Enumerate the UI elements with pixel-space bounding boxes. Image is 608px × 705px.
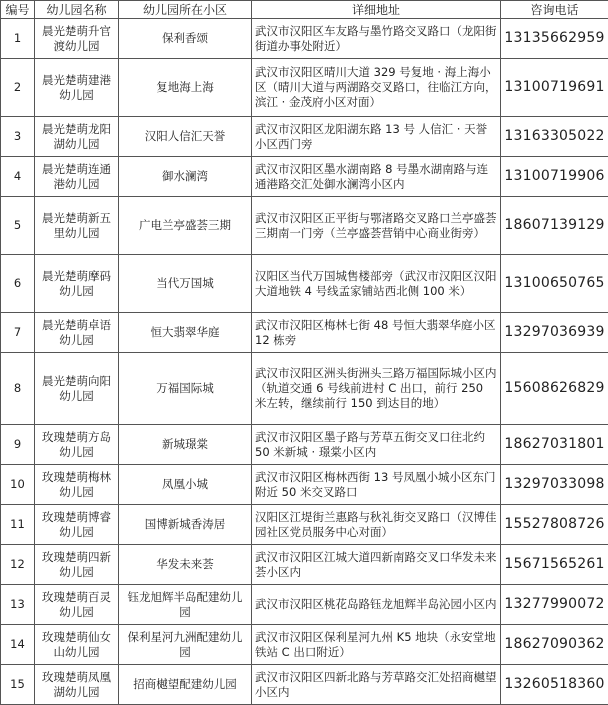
kindergarten-name: 玫瑰楚萌博睿幼儿园 [35, 505, 119, 545]
table-row [1, 59, 608, 117]
kindergarten-name: 晨光楚萌建港幼儿园 [35, 59, 119, 117]
community-name: 保利香颂 [119, 19, 252, 59]
community-name: 国博新城香涛居 [119, 505, 252, 545]
community-name: 广电兰亭盛荟三期 [119, 197, 252, 255]
kindergarten-name: 玫瑰楚萌梅林幼儿园 [35, 465, 119, 505]
kindergarten-name: 玫瑰楚萌仙女山幼儿园 [35, 625, 119, 665]
address: 武汉市汉阳区墨水湖南路 8 号墨水湖南路与连通港路交汇处御水澜湾小区内 [252, 157, 501, 197]
community-name: 新城璟棠 [119, 425, 252, 465]
phone-number: 13100719691 [501, 59, 608, 117]
header-community: 幼儿园所在小区 [119, 1, 252, 19]
address: 汉阳区当代万国城售楼部旁（武汉市汉阳区汉阳大道地铁 4 号线孟家铺站西北侧 100 米） [252, 255, 501, 313]
row-number: 14 [1, 625, 35, 665]
row-number: 4 [1, 157, 35, 197]
community-name: 凤凰小城 [119, 465, 252, 505]
phone-number: 13277990072 [501, 585, 608, 625]
table-row [1, 197, 608, 255]
kindergarten-name: 晨光楚萌龙阳湖幼儿园 [35, 117, 119, 157]
address: 武汉市汉阳区梅林七街 48 号恒大翡翠华庭小区 12 栋旁 [252, 313, 501, 353]
address: 武汉市汉阳区四新北路与芳草路交汇处招商樾望小区内 [252, 665, 501, 705]
table-row [1, 157, 608, 197]
row-number: 15 [1, 665, 35, 705]
header-address: 详细地址 [252, 1, 501, 19]
table-row [1, 313, 608, 353]
address: 武汉市汉阳区保利星河九州 K5 地块（永安堂地铁站 C 出口附近） [252, 625, 501, 665]
row-number: 10 [1, 465, 35, 505]
phone-number: 13135662959 [501, 19, 608, 59]
kindergarten-name: 玫瑰楚萌凤凰湖幼儿园 [35, 665, 119, 705]
header-row [1, 1, 608, 19]
address: 武汉市汉阳区晴川大道 329 号复地 · 海上海小区（晴川大道与两湖路交叉路口，往临江方向，滨江 · 金茂府小区对面） [252, 59, 501, 117]
phone-number: 13260518360 [501, 665, 608, 705]
kindergarten-name: 玫瑰楚萌方岛幼儿园 [35, 425, 119, 465]
address: 汉阳区江堤街兰惠路与秋礼街交叉路口（汉博佳园社区党员服务中心对面） [252, 505, 501, 545]
row-number: 7 [1, 313, 35, 353]
row-number: 3 [1, 117, 35, 157]
phone-number: 15527808726 [501, 505, 608, 545]
community-name: 御水澜湾 [119, 157, 252, 197]
community-name: 当代万国城 [119, 255, 252, 313]
table-row [1, 19, 608, 59]
row-number: 8 [1, 353, 35, 425]
address: 武汉市汉阳区洲头街洲头三路万福国际城小区内（轨道交通 6 号线前进村 C 出口，前行 250 米左转，继续前行 150 到达目的地） [252, 353, 501, 425]
community-name: 汉阳人信汇天誉 [119, 117, 252, 157]
kindergarten-name: 玫瑰楚萌百灵幼儿园 [35, 585, 119, 625]
kindergarten-name: 玫瑰楚萌四新幼儿园 [35, 545, 119, 585]
table-row [1, 465, 608, 505]
phone-number: 15671565261 [501, 545, 608, 585]
row-number: 9 [1, 425, 35, 465]
row-number: 5 [1, 197, 35, 255]
phone-number: 13100650765 [501, 255, 608, 313]
header-no: 编号 [1, 1, 35, 19]
kindergarten-name: 晨光楚萌卓语幼儿园 [35, 313, 119, 353]
row-number: 12 [1, 545, 35, 585]
kindergarten-name: 晨光楚萌连通港幼儿园 [35, 157, 119, 197]
phone-number: 13100719906 [501, 157, 608, 197]
kindergarten-name: 晨光楚萌新五里幼儿园 [35, 197, 119, 255]
phone-number: 18607139129 [501, 197, 608, 255]
kindergarten-name: 晨光楚萌向阳幼儿园 [35, 353, 119, 425]
address: 武汉市汉阳区江城大道四新南路交叉口华发未来荟小区内 [252, 545, 501, 585]
community-name: 华发未来荟 [119, 545, 252, 585]
address: 武汉市汉阳区墨子路与芳草五街交叉口往北约 50 米新城 · 璟棠小区内 [252, 425, 501, 465]
table-row [1, 585, 608, 625]
header-name: 幼儿园名称 [35, 1, 119, 19]
phone-number: 18627031801 [501, 425, 608, 465]
phone-number: 13297036939 [501, 313, 608, 353]
community-name: 万福国际城 [119, 353, 252, 425]
address: 武汉市汉阳区正平街与鄂渚路交叉路口兰亭盛荟三期南一门旁（兰亭盛荟营销中心商业街旁） [252, 197, 501, 255]
header-phone: 咨询电话 [501, 1, 608, 19]
phone-number: 18627090362 [501, 625, 608, 665]
address: 武汉市汉阳区梅林西街 13 号凤凰小城小区东门附近 50 米交叉路口 [252, 465, 501, 505]
community-name: 恒大翡翠华庭 [119, 313, 252, 353]
address: 武汉市汉阳区龙阳湖东路 13 号 人信汇 · 天誉小区西门旁 [252, 117, 501, 157]
kindergarten-name: 晨光楚萌摩码幼儿园 [35, 255, 119, 313]
table-row [1, 545, 608, 585]
phone-number: 13297033098 [501, 465, 608, 505]
community-name: 保利星河九洲配建幼儿园 [119, 625, 252, 665]
address: 武汉市汉阳区车友路与墨竹路交叉路口（龙阳街街道办事处附近） [252, 19, 501, 59]
table-row [1, 665, 608, 705]
address: 武汉市汉阳区桃花岛路钰龙旭辉半岛沁园小区内 [252, 585, 501, 625]
community-name: 招商樾望配建幼儿园 [119, 665, 252, 705]
table-row [1, 505, 608, 545]
table-row [1, 117, 608, 157]
row-number: 6 [1, 255, 35, 313]
table-row [1, 425, 608, 465]
community-name: 钰龙旭辉半岛配建幼儿园 [119, 585, 252, 625]
row-number: 13 [1, 585, 35, 625]
row-number: 1 [1, 19, 35, 59]
table-row [1, 625, 608, 665]
row-number: 11 [1, 505, 35, 545]
community-name: 复地海上海 [119, 59, 252, 117]
table-row [1, 255, 608, 313]
kindergarten-name: 晨光楚萌升官渡幼儿园 [35, 19, 119, 59]
table-row [1, 353, 608, 425]
phone-number: 13163305022 [501, 117, 608, 157]
row-number: 2 [1, 59, 35, 117]
phone-number: 15608626829 [501, 353, 608, 425]
